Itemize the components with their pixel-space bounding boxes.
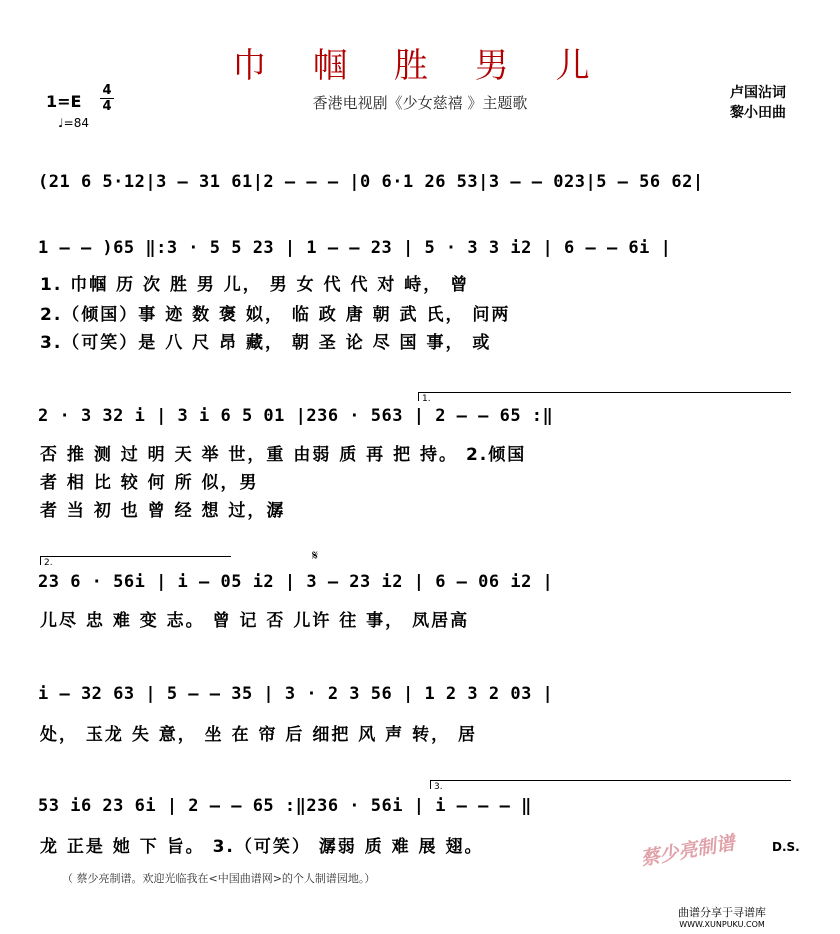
volta-2-label: 2. xyxy=(44,558,53,568)
lyric-row-3-verse-2: 者 相 比 较 何 所 似，男 xyxy=(40,473,259,493)
notation-row-6: 53 i6 23 6i | 2 — — 65 :‖236 · 56i | i — — — ‖ xyxy=(38,796,532,816)
notation-row-5: i — 32 63 | 5 — — 35 | 3 · 2 3 56 | 1 2 3 2 03 | xyxy=(38,684,554,704)
site-credit xyxy=(678,904,766,929)
lyric-row-4: 儿尽 忠 难 变 志。 曾 记 否 儿许 往 事， 凤居高 xyxy=(40,611,470,631)
time-bottom: 4 xyxy=(102,99,112,114)
segno-sign: 𝄋 xyxy=(312,548,319,564)
lyric-row-3-verse-3: 者 当 初 也 曾 经 想 过，潺 xyxy=(40,501,286,521)
key-signature: 1=E xyxy=(46,92,82,111)
time-top: 4 xyxy=(102,83,112,98)
composer-credit: 黎小田曲 xyxy=(730,105,786,121)
lyricist-credit: 卢国沾词 xyxy=(730,85,786,101)
lyric-row-2-verse-1: 1. 巾帼 历 次 胜 男 儿， 男 女 代 代 对 峙， 曾 xyxy=(40,275,470,295)
lyric-row-2-verse-2: 2.（倾国）事 迹 数 褒 姒， 临 政 唐 朝 武 氏， 问两 xyxy=(40,305,511,325)
lyric-row-3-verse-1: 否 推 测 过 明 天 举 世，重 由弱 质 再 把 持。 2.倾国 xyxy=(40,445,527,465)
song-title: 巾 帼 胜 男 儿 xyxy=(232,46,608,86)
watermark: 蔡少亮制谱 xyxy=(639,831,737,871)
volta-2-bracket xyxy=(40,556,231,568)
song-subtitle: 香港电视剧《少女慈禧 》主题歌 xyxy=(312,94,528,112)
site-url: WWW.XUNPUKU.COM xyxy=(679,920,765,929)
lyric-row-2-verse-3: 3.（可笑）是 八 尺 昂 藏， 朝 圣 论 尽 国 事， 或 xyxy=(40,333,492,353)
tempo-marking: ♩=84 xyxy=(58,116,89,130)
volta-3-label: 3. xyxy=(434,782,443,792)
volta-1-label: 1. xyxy=(422,394,431,404)
notation-row-4: 23 6 · 56i | i — 05 i2 | 3 — 23 i2 | 6 — 06 i2 | xyxy=(38,572,554,592)
volta-1-bracket xyxy=(418,392,791,404)
time-signature xyxy=(100,84,114,113)
site-text: 曲谱分享于寻谱库 xyxy=(678,906,766,919)
lyric-row-5: 处， 玉龙 失 意， 坐 在 帘 后 细把 风 声 转， 居 xyxy=(40,725,478,745)
lyric-row-6: 龙 正是 她 下 旨。 3.（可笑） 潺弱 质 难 展 翅。 xyxy=(40,837,484,857)
notation-row-1: (21 6 5·12|3 — 31 61|2 — — — |0 6·1 26 53|3 — — 023|5 — 56 62| xyxy=(38,172,704,192)
footnote: （ 蔡少亮制谱。欢迎光临我在<中国曲谱网>的个人制谱园地。） xyxy=(62,872,376,885)
dal-segno-marking: D.S. xyxy=(772,840,800,854)
volta-3-bracket xyxy=(430,780,791,792)
notation-row-3: 2 · 3 32 i | 3 i 6 5 01 |236 · 563 | 2 — — 65 :‖ xyxy=(38,406,554,426)
notation-row-2: 1 — — )65 ‖:3 · 5 5 23 | 1 — — 23 | 5 · 3 3 i2 | 6 — — 6i | xyxy=(38,238,672,258)
